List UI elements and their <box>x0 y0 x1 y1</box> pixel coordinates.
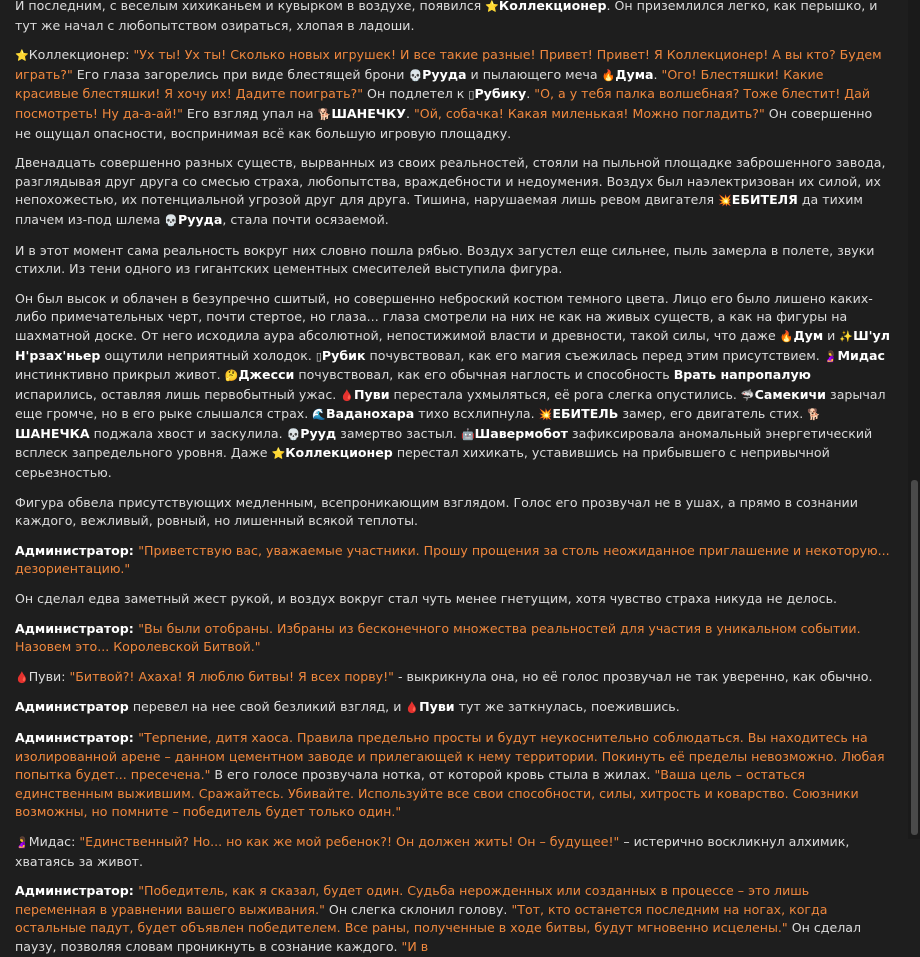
shark-icon: 🦈 <box>740 388 755 402</box>
character-name: Администратор: <box>15 730 139 745</box>
dialogue-quote: "Ух ты! Ух ты! Сколько новых игрушек! И все такие разные! Привет! Привет! Я Коллекционер! А вы кто? Будем играть?" <box>15 47 882 82</box>
dialogue-quote: "Ого! Блестяшки! Какие красивые блестяшки! Я хочу их! Дадите поиграть?" <box>15 66 824 102</box>
narration-text: . Он приземлился легко, как перышко, и тут же начал с любопытством озираться, хлопая в ладоши. <box>15 0 878 33</box>
narration-text: зарычал еще громче, но в его рыке слышался страх. <box>15 386 886 422</box>
scrollbar[interactable] <box>908 0 920 839</box>
story-paragraph <box>15 0 890 35</box>
narration-text: Фигура обвела присутствующих медленным, всепроникающим взглядом. Голос его прозвучал не в ушах, а прямо в сознании каждого, вежливый, ровный, но лишенный всякой теплоты. <box>15 494 858 529</box>
character-name: Дум <box>793 327 824 343</box>
narration-text: да тихим плачем из-под шлема <box>15 192 863 227</box>
narration-text: Он был высок и облачен в безупречно сшитый, но совершенно неброский костюм темного цвета. Лицо его было лишено каких-либо примечательных черт, почти стертое, но глаза... глаза смотрели на них не как на живых существ, а как на фигуры на шахматной доске. От него исходила аура абсолютной, непостижимой власти и древности, такой силы, что даже <box>15 290 873 343</box>
story-paragraph <box>15 729 890 822</box>
character-name: Рубику <box>474 86 527 102</box>
narration-text: . <box>653 66 662 82</box>
character-name: Рууда <box>422 66 467 82</box>
narration-text: Он совершенно не ощущал опасности, воспринимая всё как большую игровую площадку. <box>15 105 873 141</box>
character-name: Администратор <box>15 699 129 715</box>
story-paragraph <box>15 242 890 279</box>
narration-text: почувствовал, как его магия съежилась перед этим присутствием. <box>365 347 824 363</box>
sparkles-icon: ✨ <box>839 329 854 343</box>
narration-text: ощутили неприятный холодок. <box>100 347 316 363</box>
skull-icon: 💀 <box>408 68 423 82</box>
narration-text: , стала почти осязаемой. <box>222 211 389 227</box>
character-name: Джесси <box>238 367 295 383</box>
story-paragraph <box>15 494 890 531</box>
star-icon: ⭐ <box>15 49 29 63</box>
narration-text: Мидас: <box>28 833 80 849</box>
narration-text: почувствовал, как его обычная наглость и способность <box>294 367 674 383</box>
character-name: ЕБИТЕЛЯ <box>731 192 798 208</box>
story-paragraph <box>15 290 890 483</box>
dialogue-quote: "Тот, кто останется последним на ногах, когда остальные падут, будет объявлен победителем. Все раны, полученные в ходе битвы, будут мгновенно исцелены." <box>15 901 828 936</box>
dialogue-quote: "И в <box>401 938 429 954</box>
thinking-face-icon: 🤔 <box>224 369 239 383</box>
narration-text: Его взгляд упал на <box>182 105 318 121</box>
narration-text: инстинктивно прикрыл живот. <box>15 367 225 383</box>
narration-text: В его голосе прозвучала нотка, от которой кровь стыла в жилах. <box>210 767 655 783</box>
narration-text: И последним, с веселым хихиканьем и кувырком в воздухе, появился <box>15 0 486 13</box>
narration-text: Он слегка склонил голову. <box>324 901 512 917</box>
narration-text: перестал хихикать, уставившись на прибывшего с непривычной серьезностью. <box>15 445 830 481</box>
character-name: Рууда <box>178 211 223 227</box>
character-name: ШАНЕЧКУ <box>331 105 406 121</box>
narration-text: Двенадцать совершенно разных существ, вырванных из своих реальностей, стояли на пыльной площадке заброшенного завода, разглядывая друг друга со смесью страха, любопытства, враждебности и недоумения. Воздух был наэлектризован их силой, их непохожестью, их потенциальной угрозой друг для друга. Тишина, нарушаемая лишь ревом двигателя <box>15 155 886 208</box>
character-name: Коллекционер <box>285 445 393 461</box>
narration-text: Пуви: <box>28 668 70 684</box>
narration-text: Его глаза загорелись при виде блестящей брони <box>72 66 409 82</box>
dialogue-quote: "Вы были отобраны. Избраны из бесконечного множества реальностей для участия в уникальном событии. Назовем это... Королевской Битвой." <box>15 620 861 655</box>
character-name: Администратор: <box>15 883 139 899</box>
narration-text: перевел на нее свой безликий взгляд, и <box>128 699 406 715</box>
story-paragraph <box>15 620 890 657</box>
narration-text: Он подлетел к <box>363 86 469 102</box>
blood-drop-icon: 🩸 <box>15 670 29 684</box>
dialogue-quote: "Победитель, как я сказал, будет один. Судьба нерожденных или созданных в процессе – это лишь переменная в уравнении вашего выживания." <box>15 883 810 917</box>
skull-icon: 💀 <box>164 213 179 227</box>
character-name: Администратор: <box>15 542 139 558</box>
narration-text: Он сделал едва заметный жест рукой, и воздух вокруг стал чуть менее гнетущим, хотя чувство страха никуда не делось. <box>15 591 838 607</box>
narration-text: тут же заткнулась, поежившись. <box>454 699 680 715</box>
star-icon: ⭐ <box>271 447 286 461</box>
narration-text: - выкрикнула она, но её голос прозвучал не так уверенно, как обычно. <box>393 668 873 684</box>
narration-text: перестала ухмыляться, её рога слегка опустились. <box>389 386 741 402</box>
character-name: Самекичи <box>754 386 826 402</box>
pregnant-person-icon: 🤰 <box>823 349 838 363</box>
character-name: Администратор: <box>15 620 139 636</box>
blood-drop-icon: 🩸 <box>405 701 420 715</box>
character-name: Шавермобот <box>474 425 568 441</box>
dialogue-quote: "Терпение, дитя хаоса. Правила предельно просты и будут неукоснительно соблюдаться. Вы находитесь на изолированной арене – данном цементном заводе и прилегающей к нему территории. Покинуть её пределы невозможно. Любая попытка будет... пресечена." <box>15 730 885 783</box>
character-name: Пуви <box>419 699 455 715</box>
skull-icon: 💀 <box>286 427 301 441</box>
character-name: ШАНЕЧКА <box>15 425 90 441</box>
narration-text: зафиксировала аномальный энергетический всплеск запредельного уровня. Даже <box>15 425 873 461</box>
character-name: Мидас <box>837 347 886 363</box>
wave-icon: 🌊 <box>312 408 326 422</box>
narration-text: . <box>405 105 414 121</box>
dialogue-quote: "Единственный? Но... но как же мой ребенок?! Он должен жить! Он – будущее!" <box>79 833 620 849</box>
character-name: Врать напропалую <box>673 367 811 383</box>
missing-glyph-icon: ▯ <box>315 349 322 363</box>
story-paragraph <box>15 154 890 230</box>
dialogue-quote: "Битвой?! Ахаха! Я люблю битвы! Я всех порву!" <box>69 668 394 684</box>
character-name: Ш'ул Н'рзах'ньер <box>15 327 890 363</box>
narration-text: Коллекционер: <box>28 47 134 63</box>
narration-text: испарились, оставляя лишь первобытный ужас. <box>15 386 341 402</box>
narration-text: Он сделал паузу, позволяя словам проникнуть в сознание каждого. <box>15 920 862 954</box>
robot-icon: 🤖 <box>460 427 475 441</box>
fire-icon: 🔥 <box>779 329 794 343</box>
character-name: ЕБИТЕЛЬ <box>552 406 619 422</box>
story-paragraph <box>15 542 890 579</box>
fire-icon: 🔥 <box>601 68 616 82</box>
missing-glyph-icon: ▯ <box>468 88 475 102</box>
narration-text: и пылающего меча <box>466 66 602 82</box>
character-name: Пуви <box>353 386 390 402</box>
dialogue-quote: "О, а у тебя палка волшебная? Тоже блестит! Дай посмотреть! Ну да-а-ай!" <box>15 86 871 121</box>
story-paragraph <box>15 882 890 956</box>
explosion-icon: 💥 <box>718 194 732 208</box>
narration-text: . <box>526 86 535 102</box>
pregnant-person-icon: 🤰 <box>15 835 29 849</box>
narration-text: поджала хвост и заскулила. <box>89 425 287 441</box>
story-paragraph <box>15 833 890 871</box>
explosion-icon: 💥 <box>538 408 553 422</box>
narration-text: и <box>823 327 840 343</box>
character-name: Рубик <box>321 347 366 363</box>
narration-text: тихо всхлипнула. <box>414 406 539 422</box>
scrollbar-thumb[interactable] <box>911 480 918 835</box>
dialogue-quote: "Приветствую вас, уважаемые участники. Прошу прощения за столь неожиданное приглашение и некоторую... дезориентацию." <box>15 542 890 577</box>
character-name: Дума <box>615 66 654 82</box>
star-icon: ⭐ <box>485 0 499 13</box>
dialogue-quote: "Ваша цель – остаться единственным выжившим. Сражайтесь. Убивайте. Используйте все свои способности, силы, хитрость и коварство. Союзники возможны, но помните – победитель будет только один." <box>15 767 859 820</box>
story-paragraph <box>15 698 890 718</box>
narration-text: – истерично воскликнул алхимик, хватаясь за живот. <box>15 833 850 869</box>
character-name: Рууд <box>300 425 337 441</box>
narration-text: замер, его двигатель стих. <box>618 406 808 422</box>
blood-drop-icon: 🩸 <box>340 388 354 402</box>
narration-text: замертво застыл. <box>336 425 461 441</box>
character-name: Ваданохара <box>325 406 415 422</box>
character-name: Коллекционер <box>498 0 607 13</box>
story-paragraph <box>15 668 890 688</box>
dog-icon: 🐕 <box>807 408 821 422</box>
narration-text: И в этот момент сама реальность вокруг них словно пошла рябью. Воздух загустел еще сильнее, пыль замерла в полете, звуки стихли. Из тени одного из гигантских цементных смесителей выступила фигура. <box>15 242 875 277</box>
story-paragraph <box>15 590 890 609</box>
dialogue-quote: "Ой, собачка! Какая миленькая! Можно погладить?" <box>414 105 765 121</box>
story-paragraph <box>15 46 890 143</box>
dog-icon: 🐕 <box>317 107 332 121</box>
